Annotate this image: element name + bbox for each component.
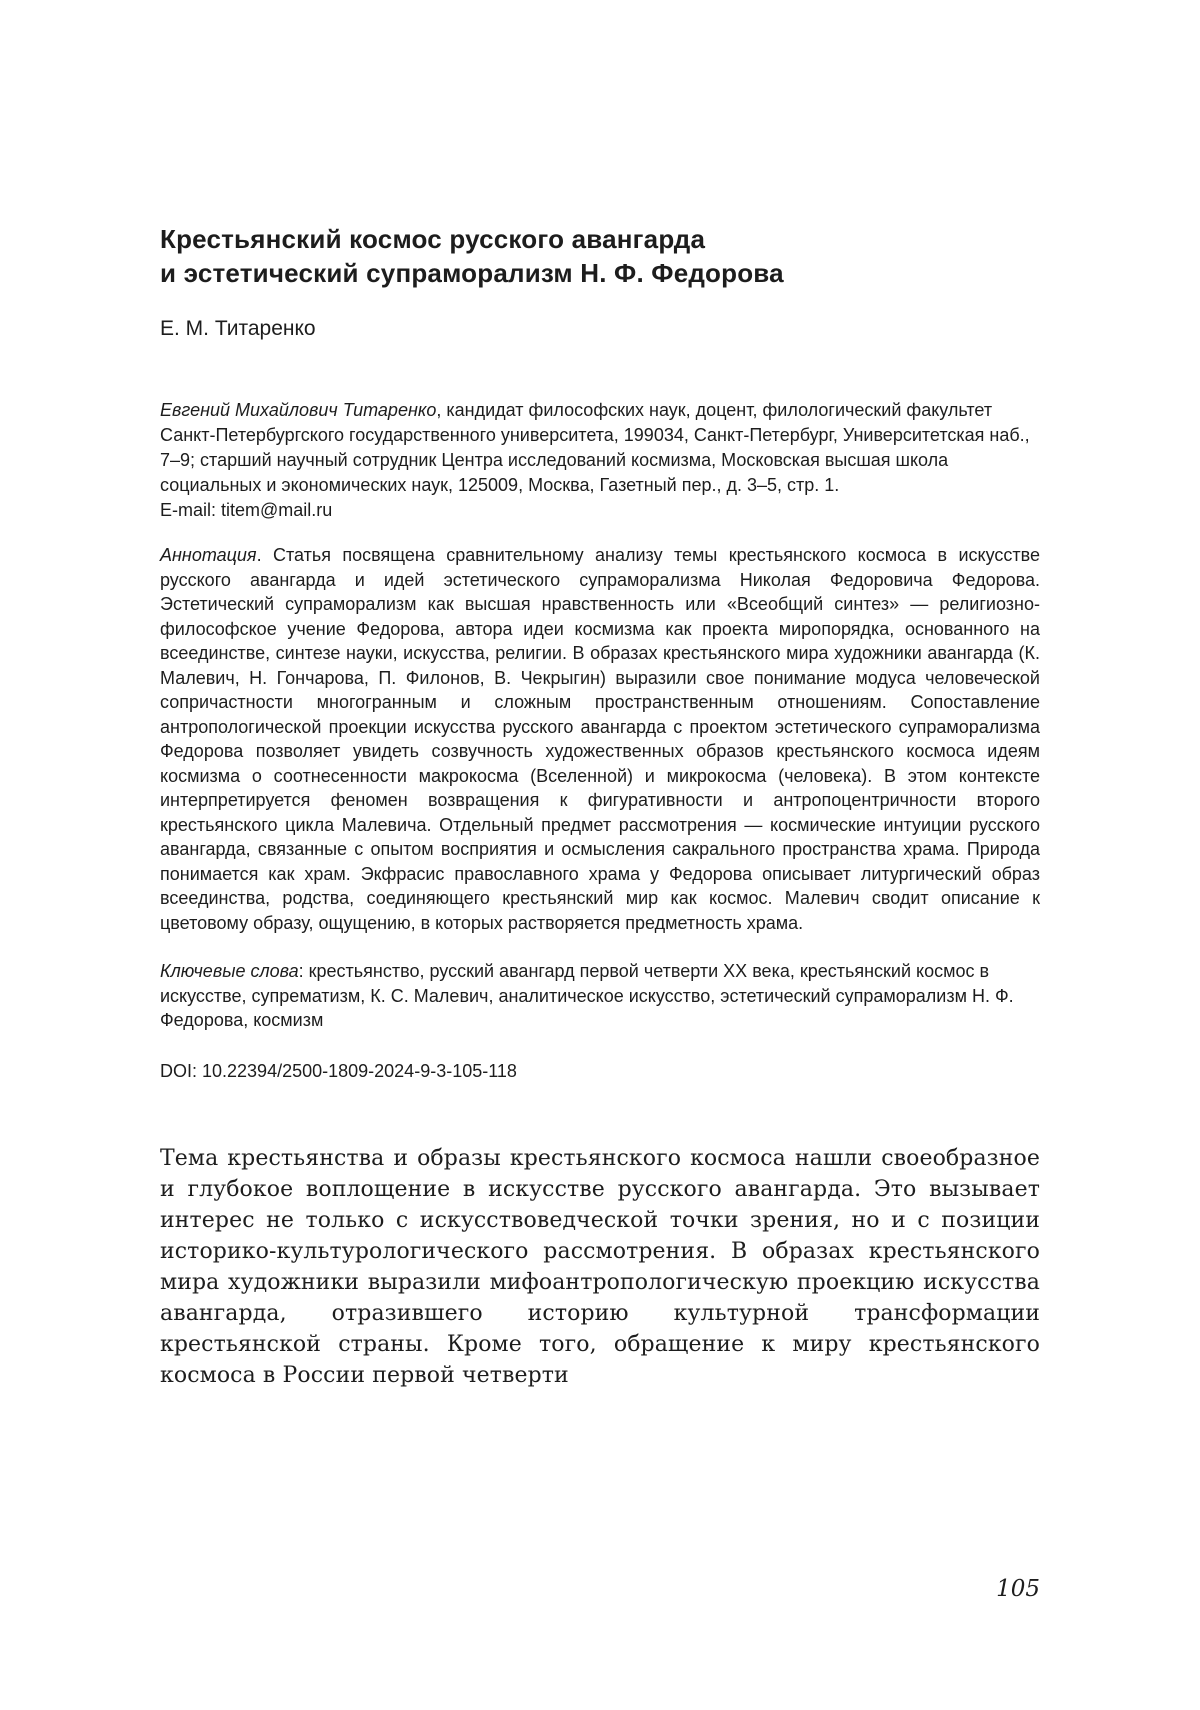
article-title-line-1: Крестьянский космос русского авангарда (160, 224, 706, 254)
keywords (160, 959, 1040, 1033)
keywords-label: Ключевые слова (160, 961, 299, 981)
author-full-name: Евгений Михайлович Титаренко (160, 400, 437, 420)
author-affiliation (160, 398, 1040, 523)
page-number: 105 (996, 1576, 1040, 1602)
keywords-text: : крестьянство, русский авангард первой четверти XX века, крестьянский космос в искусстве, супрематизм, К. С. Малевич, аналитическое искусство, эстетический супраморализм Н. Ф. Федорова, космизм (160, 961, 1014, 1030)
author-email: E-mail: titem@mail.ru (160, 500, 333, 520)
abstract-text: . Статья посвящена сравнительному анализу темы крестьянского космоса в искусстве русского авангарда и идей эстетического супраморализма Николая Федоровича Федорова. Эстетический супраморализм как высшая нравственность или «Всеобщий синтез» — религиозно-философское учение Федорова, автора идеи космизма как проекта миропорядка, основанного на всеединстве, синтезе науки, искусства, религии. В образах крестьянского мира художники авангарда (К. Малевич, Н. Гончарова, П. Филонов, В. Чекрыгин) выразили свое понимание модуса человеческой сопричастности многогранным и сложным пространственным отношениям. Сопоставление антропологической проекции искусства русского авангарда с проектом эстетического супраморализма Федорова позволяет увидеть созвучность художественных образов крестьянского космоса идеям космизма о соотнесенности макрокосма (Вселенной) и микрокосма (человека). В этом контексте интерпретируется феномен возвращения к фигуративности и антропоцентричности второго крестьянского цикла Малевича. Отдельный предмет рассмотрения — космические интуиции русского авангарда, связанные с опытом восприятия и осмысления сакрального пространства храма. Природа понимается как храм. Экфрасис православного храма у Федорова описывает литургический образ всеединства, родства, соединяющего крестьянский мир как космос. Малевич сводит описание к цветовому образу, ощущению, в которых растворяется предметность храма. (160, 545, 1040, 933)
article-title (160, 222, 1040, 290)
affiliation-details: , кандидат философских наук, доцент, филологический факультет Санкт-Петербургского государственного университета, 199034, Санкт-Петербург, Университетская наб., 7–9; старший научный сотрудник Центра исследований космизма, Московская высшая школа социальных и экономических наук, 125009, Москва, Газетный пер., д. 3–5, стр. 1. (160, 400, 1030, 495)
abstract-label: Аннотация (160, 545, 257, 565)
author-name: Е. М. Титаренко (160, 317, 316, 340)
abstract (160, 543, 1040, 935)
body-paragraph: Тема крестьянства и образы крестьянского космоса нашли своеобразное и глубокое воплощение в искусстве русского авангарда. Это вызывает интерес не только с искусствоведческой точки зрения, но и с позиции историко-культурологического рассмотрения. В образах крестьянского мира художники выразили мифоантропологическую проекцию искусства авангарда, отразившего историю культурной трансформации крестьянской страны. Кроме того, обращение к миру крестьянского космоса в России первой четверти (160, 1145, 1040, 1388)
doi: DOI: 10.22394/2500-1809-2024-9-3-105-118 (160, 1060, 517, 1081)
article-title-line-2: и эстетический супраморализм Н. Ф. Федорова (160, 258, 784, 288)
